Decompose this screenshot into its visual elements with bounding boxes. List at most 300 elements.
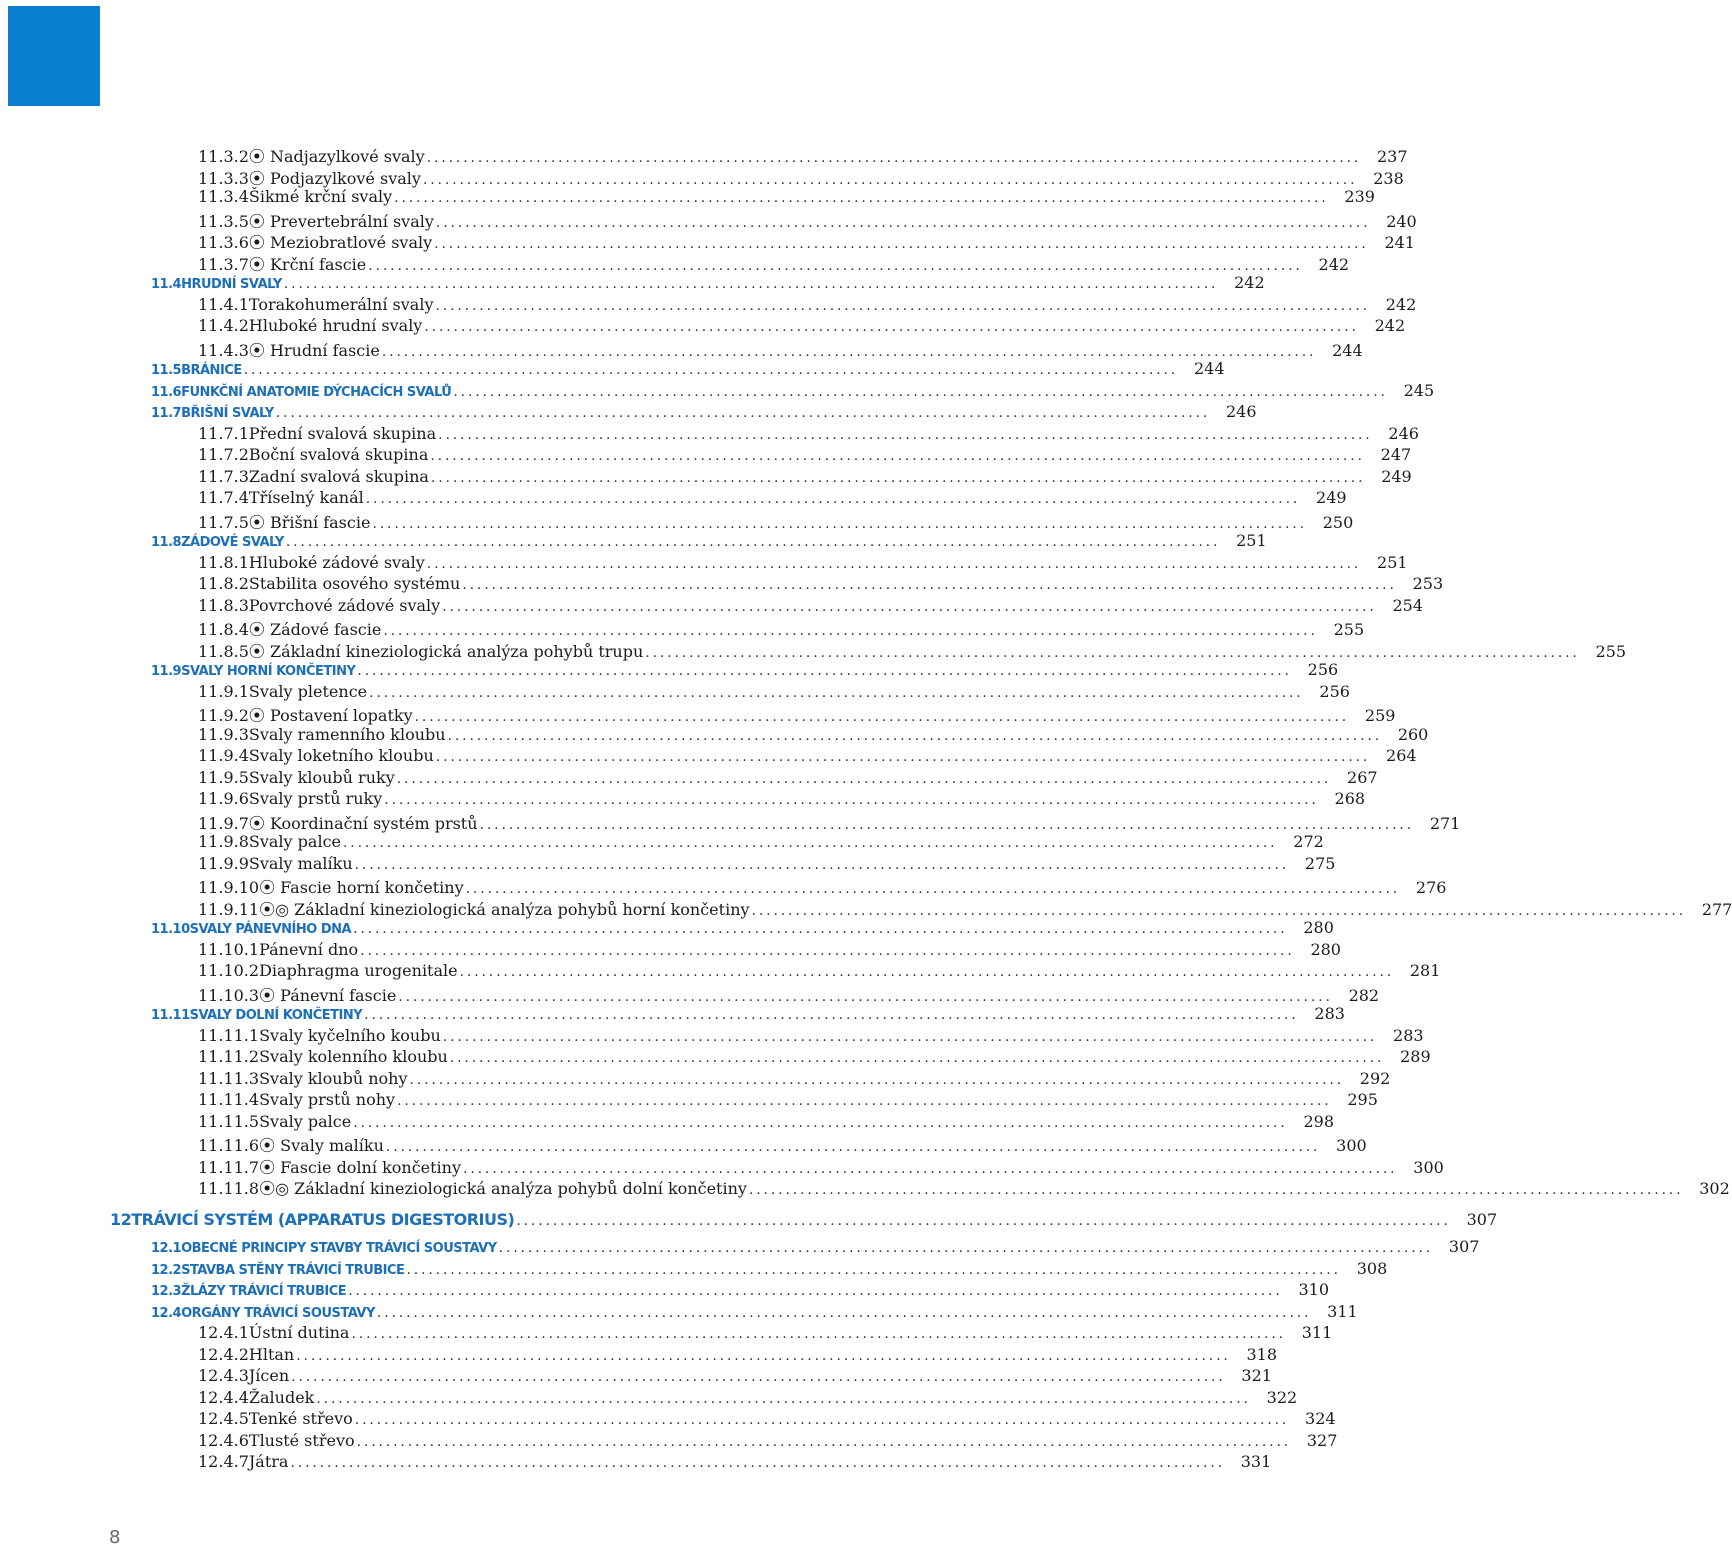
toc-entry-page: 244 (1193, 359, 1225, 378)
toc-entry[interactable] (198, 466, 1412, 489)
dot-leader (453, 384, 1384, 400)
dot-leader (369, 685, 1300, 701)
toc-entry-page: 268 (1334, 789, 1366, 808)
toc-entry-number: 11.5 (151, 363, 182, 378)
toc-entry[interactable] (198, 423, 1419, 446)
toc-entry[interactable] (198, 187, 1375, 209)
toc-entry-number: 11.10.1 (198, 939, 260, 959)
toc-entry[interactable] (198, 875, 1447, 897)
toc-entry-page: 241 (1384, 233, 1415, 252)
toc-entry-number: 11.3.5 (198, 211, 249, 231)
toc-entry-number: 12.4.1 (198, 1323, 249, 1342)
toc-entry-number: 11.3.2 (198, 147, 249, 166)
toc-entry[interactable] (198, 746, 1417, 768)
toc-entry-page: 242 (1234, 273, 1265, 292)
toc-entry-page: 247 (1380, 445, 1412, 464)
toc-entry-number: 12.4.6 (198, 1430, 249, 1450)
toc-entry-title: BŘIŠNÍ SVALY (181, 406, 274, 421)
toc-entry[interactable] (198, 488, 1347, 510)
toc-entry-title: SVALY PÁNEVNÍHO DNA (189, 922, 352, 937)
toc-entry-number: 11.9.6 (198, 789, 249, 808)
dot-leader (368, 258, 1299, 274)
dot-leader (438, 427, 1369, 443)
toc-entry-page: 237 (1376, 147, 1408, 166)
corner-color-block (8, 6, 100, 106)
toc-entry-number: 11.3.4 (198, 187, 249, 206)
toc-entry[interactable] (198, 595, 1424, 618)
toc-entry-page: 251 (1236, 531, 1267, 550)
toc-entry-number: 12.4 (151, 1305, 182, 1321)
toc-entry[interactable] (151, 918, 1334, 940)
dot-leader (749, 1182, 1680, 1198)
toc-entry-number: 11.7.5 (198, 512, 249, 532)
dot-leader (460, 964, 1391, 980)
dot-leader (357, 1434, 1288, 1450)
toc-entry-number: 11.7.3 (198, 466, 249, 486)
toc-entry[interactable] (151, 1301, 1358, 1324)
toc-entry-title: Tlusté střevo (248, 1430, 355, 1450)
dot-leader (450, 1050, 1381, 1066)
dot-leader (427, 150, 1358, 166)
toc-entry-number: 11.11.6 (198, 1136, 260, 1155)
dot-leader (434, 236, 1365, 252)
toc-entry-title: ⦿ Svaly malíku (259, 1136, 384, 1155)
toc-entry[interactable] (198, 1366, 1272, 1388)
toc-entry-page: 276 (1415, 878, 1447, 897)
toc-entry-page: 254 (1392, 595, 1424, 615)
toc-entry[interactable] (151, 1280, 1329, 1302)
toc-entry-page: 307 (1448, 1237, 1480, 1256)
toc-entry-page: 298 (1303, 1111, 1334, 1131)
toc-entry-number: 11.11.8 (198, 1179, 260, 1198)
toc-entry-page: 240 (1386, 211, 1417, 231)
toc-entry-page: 292 (1359, 1068, 1391, 1088)
toc-entry-page: 256 (1319, 681, 1350, 701)
toc-entry[interactable] (198, 144, 1408, 166)
toc-entry-number: 11.4 (151, 277, 182, 292)
dot-leader (430, 448, 1361, 464)
dot-leader (353, 1115, 1284, 1131)
toc-entry[interactable] (198, 1409, 1336, 1431)
toc-entry[interactable] (198, 767, 1378, 790)
toc-entry-number: 11.10 (151, 922, 190, 937)
toc-entry-page: 264 (1386, 746, 1417, 765)
dot-leader (424, 319, 1355, 335)
toc-entry-title: STAVBA STĚNY TRÁVICÍ TRUBICE (181, 1262, 405, 1278)
toc-entry-title: OBECNÉ PRINCIPY STAVBY TRÁVICÍ SOUSTAVY (181, 1241, 497, 1256)
toc-entry[interactable] (151, 1004, 1345, 1026)
toc-entry-number: 12.2 (151, 1262, 182, 1278)
toc-entry[interactable] (198, 703, 1396, 725)
toc-entry-page: 244 (1332, 340, 1363, 360)
dot-leader (443, 1029, 1374, 1045)
toc-entry-title: SVALY HORNÍ KONČETINY (181, 664, 356, 679)
toc-entry-page: 300 (1413, 1157, 1444, 1177)
toc-entry-number: 12.4.5 (198, 1409, 249, 1428)
dot-leader (398, 989, 1329, 1005)
toc-entry[interactable] (198, 724, 1429, 747)
toc-entry-title: Hluboké zádové svaly (248, 552, 425, 572)
toc-entry[interactable] (198, 1452, 1272, 1474)
toc-entry-page: 271 (1429, 813, 1461, 833)
toc-entry[interactable] (151, 402, 1257, 424)
dot-leader (394, 190, 1325, 206)
toc-entry-number: 11.9.8 (198, 832, 249, 851)
toc-entry-title: Tenké střevo (248, 1409, 353, 1428)
toc-entry-number: 11.9.10 (198, 878, 260, 897)
toc-entry-title: Povrchové zádové svaly (248, 595, 441, 615)
toc-entry-page: 310 (1298, 1280, 1329, 1299)
dot-leader (431, 470, 1362, 486)
dot-leader (348, 1283, 1279, 1299)
toc-entry-title: Žaludek (248, 1387, 315, 1407)
toc-entry-page: 242 (1318, 254, 1350, 274)
dot-leader (343, 835, 1274, 851)
toc-entry[interactable] (198, 939, 1341, 962)
toc-entry-title: Svaly ramenního kloubu (248, 724, 446, 744)
toc-entry-title: Svaly pletence (248, 681, 368, 701)
toc-entry-number: 11.3.7 (198, 254, 249, 274)
toc-entry-title: HRUDNÍ SVALY (181, 277, 282, 292)
dot-leader (436, 215, 1367, 231)
dot-leader (276, 405, 1207, 421)
dot-leader (384, 792, 1315, 808)
toc-entry[interactable] (198, 1090, 1378, 1112)
dot-leader (383, 623, 1314, 639)
toc-entry-title: ŽLÁZY TRÁVICÍ TRUBICE (181, 1284, 347, 1299)
toc-entry-title: Ústní dutina (248, 1323, 350, 1342)
toc-entry[interactable] (198, 961, 1441, 983)
toc-entry-page: 331 (1240, 1452, 1272, 1471)
page-number: 8 (109, 1527, 121, 1548)
toc-entry-page: 282 (1348, 985, 1380, 1005)
toc-entry-number: 12.4.4 (198, 1387, 249, 1407)
toc-entry[interactable] (198, 510, 1354, 532)
dot-leader (397, 771, 1328, 787)
toc-entry[interactable] (198, 1068, 1391, 1091)
toc-entry-page: 295 (1347, 1090, 1378, 1109)
dot-leader (355, 1412, 1286, 1428)
dot-leader (463, 1161, 1394, 1177)
toc-entry-title: Svaly kolenního kloubu (259, 1047, 448, 1066)
toc-entry-page: 311 (1301, 1323, 1333, 1342)
toc-entry-title: SVALY DOLNÍ KONČETINY (189, 1008, 363, 1023)
toc-entry[interactable] (198, 639, 1627, 661)
toc-entry-number: 12.4.7 (198, 1452, 249, 1471)
toc-entry[interactable] (198, 294, 1417, 317)
dot-leader (316, 1391, 1247, 1407)
dot-leader (480, 817, 1411, 833)
dot-leader (435, 298, 1366, 314)
toc-entry[interactable] (198, 1176, 1730, 1198)
toc-entry-title: Pánevní dno (259, 939, 359, 959)
toc-entry-number: 11.9.3 (198, 724, 249, 744)
dot-leader (436, 749, 1367, 765)
toc-entry[interactable] (198, 166, 1404, 188)
toc-entry[interactable] (198, 574, 1444, 596)
toc-entry-page: 327 (1306, 1430, 1338, 1450)
toc-entry-title: ⦿ Postavení lopatky (248, 706, 413, 725)
toc-entry[interactable] (198, 853, 1336, 876)
toc-entry-title: BRÁNICE (181, 363, 242, 378)
toc-entry-page: 253 (1412, 574, 1444, 593)
toc-entry-page: 311 (1327, 1301, 1358, 1321)
toc-entry-title: TRÁVICÍ SYSTÉM (APPARATUS DIGESTORIUS) (131, 1209, 515, 1229)
toc-entry-title: Svaly palce (259, 1111, 352, 1131)
toc-entry-number: 12 (110, 1209, 132, 1229)
toc-entry-number: 11.4.2 (198, 316, 249, 335)
toc-entry-number: 11.11.3 (198, 1068, 260, 1088)
toc-entry-page: 300 (1336, 1136, 1367, 1155)
toc-entry-page: 250 (1322, 512, 1354, 532)
toc-entry[interactable] (198, 617, 1365, 639)
toc-entry[interactable] (198, 316, 1406, 338)
toc-entry-title: ⦿ Základní kineziologická analýza pohybů trupu (248, 641, 644, 661)
toc-entry-title: ⦿ Pánevní fascie (259, 985, 397, 1005)
dot-leader (296, 1348, 1227, 1364)
toc-entry-title: ⦿ Fascie dolní končetiny (259, 1157, 462, 1177)
toc-entry-page: 256 (1307, 660, 1339, 679)
dot-leader (290, 1455, 1221, 1471)
toc-entry-title: Svaly prstů nohy (259, 1090, 396, 1109)
dot-leader (360, 943, 1291, 959)
toc-entry-number: 11.10.3 (198, 985, 260, 1005)
toc-entry-page: 318 (1246, 1344, 1278, 1364)
toc-entry-title: ⦿◎ Základní kineziologická analýza pohybů horní končetiny (259, 899, 750, 919)
toc-entry-title: ⦿ Nadjazylkové svaly (248, 147, 425, 166)
toc-entry[interactable] (198, 338, 1363, 360)
toc-entry-page: 280 (1303, 918, 1334, 937)
toc-entry[interactable] (151, 531, 1267, 553)
dot-leader (372, 516, 1303, 532)
toc-entry-title: ⦿ Krční fascie (248, 254, 367, 274)
toc-entry-title: Stabilita osového systému (248, 574, 461, 593)
toc-entry-number: 11.4.3 (198, 340, 249, 360)
toc-entry-number: 11.7.2 (198, 445, 249, 464)
toc-entry[interactable] (110, 1209, 1498, 1232)
toc-entry-number: 12.1 (151, 1241, 182, 1256)
dot-leader (291, 1369, 1222, 1385)
toc-entry[interactable] (198, 552, 1408, 575)
toc-entry[interactable] (198, 1430, 1338, 1453)
toc-entry-number: 11.9.2 (198, 706, 249, 725)
toc-entry-page: 321 (1241, 1366, 1272, 1385)
toc-entry-title: Svaly kloubů ruky (248, 767, 395, 787)
dot-leader (357, 663, 1288, 679)
toc-entry-title: Tříselný kanál (248, 488, 364, 507)
toc-entry-number: 11.8.4 (198, 620, 249, 639)
toc-entry-title: Svaly kloubů nohy (259, 1068, 408, 1088)
dot-leader (427, 556, 1358, 572)
dot-leader (397, 1093, 1328, 1109)
toc-entry[interactable] (198, 445, 1412, 467)
dot-leader (645, 645, 1576, 661)
toc-entry-title: ORGÁNY TRÁVICÍ SOUSTAVY (181, 1305, 375, 1321)
toc-entry-number: 11.7.4 (198, 488, 249, 507)
toc-entry-title: FUNKČNÍ ANATOMIE DÝCHACÍCH SVALŮ (181, 384, 452, 400)
toc-entry[interactable] (198, 681, 1350, 704)
toc-entry[interactable] (198, 1111, 1334, 1134)
toc-entry-page: 289 (1400, 1047, 1431, 1066)
dot-leader (752, 903, 1683, 919)
toc-entry-number: 11.9.9 (198, 853, 249, 873)
toc-entry-title: ⦿ Hrudní fascie (248, 340, 380, 360)
toc-entry-page: 324 (1305, 1409, 1336, 1428)
toc-entry-page: 307 (1466, 1209, 1498, 1229)
toc-entry-title: ⦿ Zádové fascie (248, 620, 382, 639)
dot-leader (244, 362, 1175, 378)
toc-entry[interactable] (198, 230, 1415, 252)
toc-entry-number: 11.8.2 (198, 574, 249, 593)
toc-entry[interactable] (198, 983, 1380, 1005)
toc-entry-page: 267 (1347, 767, 1378, 787)
dot-leader (355, 857, 1286, 873)
toc-entry-page: 272 (1293, 832, 1324, 851)
dot-leader (377, 1305, 1308, 1321)
toc-entry[interactable] (151, 380, 1435, 403)
dot-leader (466, 881, 1397, 897)
toc-entry-number: 11.7.1 (198, 423, 249, 443)
toc-entry-page: 283 (1314, 1004, 1345, 1023)
toc-entry-title: ⦿ Břišní fascie (248, 512, 371, 532)
toc-entry-page: 283 (1393, 1025, 1424, 1045)
toc-entry-title: Torakohumerální svaly (248, 294, 434, 314)
toc-entry-title: Jícen (248, 1366, 290, 1385)
toc-entry-page: 238 (1373, 168, 1404, 188)
toc-entry-page: 308 (1356, 1258, 1388, 1278)
dot-leader (423, 172, 1354, 188)
toc-entry-number: 11.3.6 (198, 233, 249, 252)
toc-entry-number: 11.11.5 (198, 1111, 260, 1131)
toc-entry[interactable] (151, 1237, 1480, 1259)
toc-entry-number: 12.4.2 (198, 1344, 249, 1364)
toc-entry-number: 11.9.7 (198, 813, 249, 833)
toc-entry-page: 302 (1699, 1179, 1730, 1198)
dot-leader (448, 728, 1379, 744)
dot-leader (382, 344, 1313, 360)
toc-entry-number: 11.9.11 (198, 899, 260, 919)
toc-entry-page: 255 (1595, 641, 1627, 661)
toc-entry-number: 11.4.1 (198, 294, 249, 314)
toc-entry-title: ⦿ Fascie horní končetiny (259, 878, 464, 897)
dot-leader (462, 577, 1393, 593)
toc-entry[interactable] (198, 832, 1324, 854)
dot-leader (406, 1262, 1337, 1278)
toc-entry-number: 11.10.2 (198, 961, 260, 980)
toc-entry[interactable] (151, 1258, 1388, 1281)
dot-leader (442, 599, 1373, 615)
toc-entry-page: 242 (1385, 294, 1417, 314)
toc-entry-number: 11.9.4 (198, 746, 249, 765)
toc-entry[interactable] (198, 1155, 1444, 1177)
toc-entry-title: ⦿ Meziobratlové svaly (248, 233, 433, 252)
toc-entry-number: 11.11 (151, 1008, 190, 1023)
dot-leader (499, 1240, 1430, 1256)
toc-entry-title: ⦿ Prevertebrální svaly (248, 211, 434, 231)
toc-entry[interactable] (198, 1025, 1424, 1048)
toc-entry-title: Svaly kyčelního koubu (259, 1025, 441, 1045)
toc-entry-page: 260 (1397, 724, 1429, 744)
toc-entry-title: Boční svalová skupina (248, 445, 429, 464)
dot-leader (351, 1326, 1282, 1342)
dot-leader (284, 276, 1215, 292)
toc-entry-number: 11.6 (151, 384, 182, 400)
toc-entry[interactable] (198, 252, 1350, 274)
toc-entry-page: 275 (1304, 853, 1336, 873)
dot-leader (415, 709, 1346, 725)
toc-entry-title: Šikmé krční svaly (248, 187, 393, 206)
toc-entry[interactable] (198, 1344, 1278, 1367)
toc-entry[interactable] (198, 1323, 1333, 1345)
toc-entry-number: 11.7 (151, 406, 182, 421)
toc-entry[interactable] (151, 273, 1265, 295)
toc-entry-number: 11.9 (151, 664, 182, 679)
toc-entry-number: 12.4.3 (198, 1366, 249, 1385)
toc-entry-title: Svaly malíku (248, 853, 353, 873)
toc-entry-number: 11.8.5 (198, 641, 249, 661)
toc-entry-title: Hluboké hrudní svaly (248, 316, 423, 335)
toc-entry-title: Zadní svalová skupina (248, 466, 429, 486)
toc-entry-title: Hltan (248, 1344, 295, 1364)
toc-entry-title: Diaphragma urogenitale (259, 961, 458, 980)
toc-entry-number: 11.3.3 (198, 168, 249, 188)
toc-entry-title: ZÁDOVÉ SVALY (181, 535, 284, 550)
dot-leader (286, 534, 1217, 550)
toc-entry-title: Játra (248, 1452, 289, 1471)
toc-entry-title: ⦿◎ Základní kineziologická analýza pohybů dolní končetiny (259, 1179, 747, 1198)
toc-entry-page: 280 (1310, 939, 1341, 959)
toc-entry[interactable] (151, 660, 1339, 682)
toc-entry[interactable] (198, 209, 1417, 231)
toc-entry-number: 11.8.3 (198, 595, 249, 615)
toc-entry-page: 239 (1344, 187, 1375, 206)
toc-entry-page: 246 (1388, 423, 1419, 443)
toc-entry-title: Svaly palce (248, 832, 341, 851)
toc-entry[interactable] (151, 359, 1225, 381)
toc-entry-page: 246 (1225, 402, 1257, 421)
toc-entry[interactable] (198, 811, 1461, 833)
toc-entry[interactable] (198, 1387, 1298, 1410)
toc-entry-page: 281 (1409, 961, 1441, 980)
toc-entry-number: 11.11.1 (198, 1025, 260, 1045)
dot-leader (364, 1007, 1295, 1023)
toc-entry-number: 11.9.1 (198, 681, 249, 701)
toc-entry[interactable] (198, 897, 1732, 919)
toc-entry-number: 11.9.5 (198, 767, 249, 787)
toc-entry-title: Svaly loketního kloubu (248, 746, 434, 765)
toc-entry-page: 249 (1381, 466, 1412, 486)
toc-entry-page: 255 (1333, 620, 1365, 639)
toc-entry-page: 277 (1701, 899, 1732, 919)
toc-entry-page: 322 (1266, 1387, 1298, 1407)
toc-entry-page: 251 (1377, 552, 1408, 572)
toc-entry[interactable] (198, 1133, 1367, 1155)
toc-entry-title: Svaly prstů ruky (248, 789, 383, 808)
toc-entry-number: 11.8 (151, 535, 182, 550)
dot-leader (366, 491, 1297, 507)
toc-entry[interactable] (198, 1047, 1431, 1069)
toc-entry-title: ⦿ Podjazylkové svaly (248, 168, 421, 188)
toc-entry-title: ⦿ Koordinační systém prstů (248, 813, 478, 833)
toc-entry-number: 11.11.7 (198, 1157, 260, 1177)
toc-entry-title: Přední svalová skupina (248, 423, 437, 443)
dot-leader (410, 1072, 1341, 1088)
toc-entry-page: 245 (1403, 380, 1435, 400)
toc-entry[interactable] (198, 789, 1366, 811)
toc-entry-number: 11.11.2 (198, 1047, 260, 1066)
toc-entry-page: 259 (1364, 706, 1396, 725)
toc-entry-number: 11.8.1 (198, 552, 249, 572)
